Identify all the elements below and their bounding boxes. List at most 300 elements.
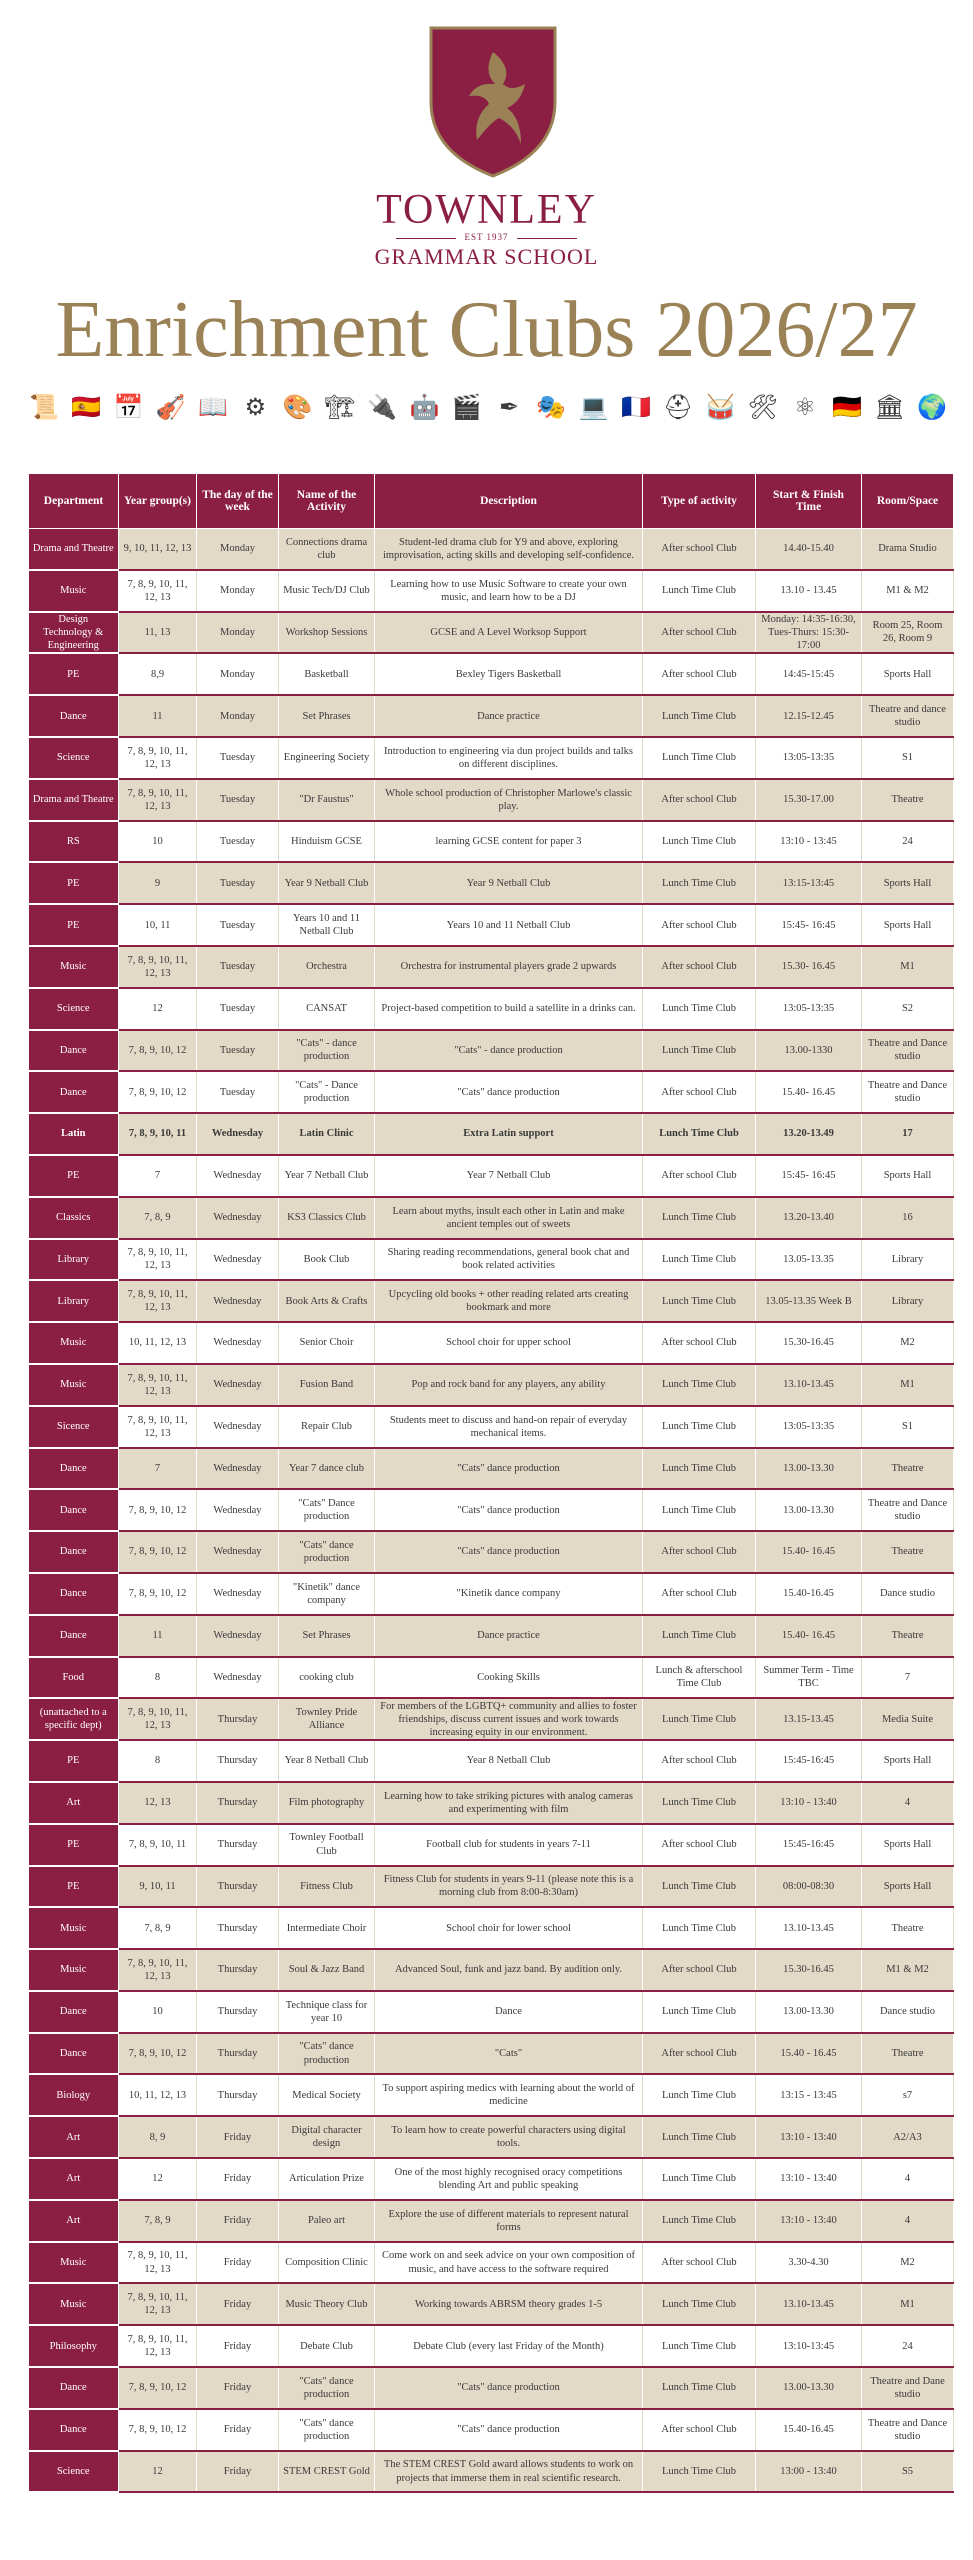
cell-description: Explore the use of different materials to represent natural forms bbox=[375, 2200, 643, 2242]
cell-description: learning GCSE content for paper 3 bbox=[375, 821, 643, 863]
globe-icon: 🌍 bbox=[916, 395, 947, 421]
cell-activity-type: Lunch Time Club bbox=[643, 2451, 756, 2493]
cell-day: Thursday bbox=[197, 1782, 279, 1824]
cell-time: 13:15-13:45 bbox=[756, 862, 862, 904]
cell-department: Art bbox=[29, 1782, 119, 1824]
cell-time: 13.00-13.30 bbox=[756, 1448, 862, 1490]
cell-time: 13.10 - 13.45 bbox=[756, 570, 862, 612]
cell-department: Dance bbox=[29, 1573, 119, 1615]
cell-day: Friday bbox=[197, 2409, 279, 2451]
cell-department: RS bbox=[29, 821, 119, 863]
table-row bbox=[29, 1573, 954, 1615]
cell-description: Sharing reading recommendations, general book chat and book related activities bbox=[375, 1239, 643, 1281]
cell-day: Friday bbox=[197, 2283, 279, 2325]
cell-department: PE bbox=[29, 904, 119, 946]
cell-day: Friday bbox=[197, 2242, 279, 2284]
cell-activity-name: "Cats" dance production bbox=[279, 2367, 375, 2409]
table-row bbox=[29, 2283, 954, 2325]
cell-day: Thursday bbox=[197, 1907, 279, 1949]
cell-description: Dance practice bbox=[375, 1615, 643, 1657]
cell-day: Thursday bbox=[197, 1698, 279, 1740]
cell-time: 13:10 - 13:40 bbox=[756, 2200, 862, 2242]
cell-time: 15.30-16.45 bbox=[756, 1949, 862, 1991]
header-day: The day of the week bbox=[197, 474, 279, 529]
table-row bbox=[29, 1698, 954, 1740]
cell-activity-type: After school Club bbox=[643, 1573, 756, 1615]
cell-activity-type: Lunch Time Club bbox=[643, 1239, 756, 1281]
cell-room: Library bbox=[862, 1239, 954, 1281]
cell-day: Wednesday bbox=[197, 1280, 279, 1322]
cell-activity-name: Medical Society bbox=[279, 2074, 375, 2116]
cell-room: Sports Hall bbox=[862, 1866, 954, 1908]
cell-activity-name: "Cats" - dance production bbox=[279, 1030, 375, 1072]
est-year: EST 1937 bbox=[464, 232, 509, 242]
cell-activity-type: After school Club bbox=[643, 2409, 756, 2451]
page-title: Enrichment Clubs 2026/27 bbox=[55, 286, 918, 374]
cell-time: 13:10 - 13:40 bbox=[756, 2116, 862, 2158]
cell-year-groups: 7, 8, 9, 10, 12 bbox=[119, 1489, 197, 1531]
table-row bbox=[29, 1824, 954, 1866]
table-row bbox=[29, 779, 954, 821]
cell-room: A2/A3 bbox=[862, 2116, 954, 2158]
cell-year-groups: 12 bbox=[119, 2451, 197, 2493]
cell-department: PE bbox=[29, 1155, 119, 1197]
cell-year-groups: 12 bbox=[119, 988, 197, 1030]
cell-year-groups: 10, 11, 12, 13 bbox=[119, 1322, 197, 1364]
cell-year-groups: 7, 8, 9, 10, 11 bbox=[119, 1824, 197, 1866]
cell-room: 24 bbox=[862, 2325, 954, 2367]
table-row bbox=[29, 2074, 954, 2116]
cell-day: Friday bbox=[197, 2158, 279, 2200]
cell-day: Wednesday bbox=[197, 1113, 279, 1155]
cell-activity-name: Year 8 Netball Club bbox=[279, 1740, 375, 1782]
cell-room: M1 & M2 bbox=[862, 1949, 954, 1991]
cell-time: 13.05-13.35 bbox=[756, 1239, 862, 1281]
cell-time: 15.30-16.45 bbox=[756, 1322, 862, 1364]
cell-department: Dance bbox=[29, 1991, 119, 2033]
cell-room: Theatre and Dance studio bbox=[862, 1030, 954, 1072]
cell-year-groups: 7, 8, 9, 10, 12 bbox=[119, 1030, 197, 1072]
cell-department: Dance bbox=[29, 1448, 119, 1490]
school-subname: GRAMMAR SCHOOL bbox=[374, 244, 599, 269]
cell-activity-type: Lunch Time Club bbox=[643, 1615, 756, 1657]
cell-department: Latin bbox=[29, 1113, 119, 1155]
cell-day: Monday bbox=[197, 695, 279, 737]
cell-activity-name: STEM CREST Gold bbox=[279, 2451, 375, 2493]
cell-activity-type: Lunch Time Club bbox=[643, 2325, 756, 2367]
cell-activity-name: Paleo art bbox=[279, 2200, 375, 2242]
cell-room: Theatre and Dance studio bbox=[862, 2409, 954, 2451]
cell-description: Football club for students in years 7-11 bbox=[375, 1824, 643, 1866]
cell-year-groups: 7, 8, 9, 10, 11, 12, 13 bbox=[119, 1698, 197, 1740]
cell-activity-type: Lunch Time Club bbox=[643, 1991, 756, 2033]
cell-activity-name: Orchestra bbox=[279, 946, 375, 988]
cell-room: Sports Hall bbox=[862, 862, 954, 904]
table-row bbox=[29, 1197, 954, 1239]
cell-department: Science bbox=[29, 988, 119, 1030]
cell-activity-name: Debate Club bbox=[279, 2325, 375, 2367]
cell-time: 13.00-13.30 bbox=[756, 1991, 862, 2033]
cell-room: M2 bbox=[862, 2242, 954, 2284]
cell-description: Learn about myths, insult each other in Latin and make ancient temples out of sweets bbox=[375, 1197, 643, 1239]
cell-department: Sicence bbox=[29, 1406, 119, 1448]
tools-icon: 🛠 bbox=[747, 395, 779, 421]
cell-year-groups: 7, 8, 9, 10, 11, 12, 13 bbox=[119, 2325, 197, 2367]
cell-room: Theatre bbox=[862, 1448, 954, 1490]
cell-activity-type: After school Club bbox=[643, 529, 756, 570]
cell-year-groups: 8 bbox=[119, 1657, 197, 1699]
cell-year-groups: 10, 11, 12, 13 bbox=[119, 2074, 197, 2116]
cell-day: Tuesday bbox=[197, 946, 279, 988]
cell-time: 15.30-17.00 bbox=[756, 779, 862, 821]
cell-department: Art bbox=[29, 2200, 119, 2242]
cell-department: Dance bbox=[29, 695, 119, 737]
cell-day: Thursday bbox=[197, 1824, 279, 1866]
cell-year-groups: 12, 13 bbox=[119, 1782, 197, 1824]
cell-room: 24 bbox=[862, 821, 954, 863]
cell-year-groups: 7, 8, 9, 10, 12 bbox=[119, 2033, 197, 2075]
cell-description: Advanced Soul, funk and jazz band. By audition only. bbox=[375, 1949, 643, 1991]
cell-activity-name: "Cats" dance production bbox=[279, 1531, 375, 1573]
cell-day: Friday bbox=[197, 2367, 279, 2409]
header bbox=[0, 0, 973, 372]
cell-day: Wednesday bbox=[197, 1239, 279, 1281]
cell-time: 13:05-13:35 bbox=[756, 1406, 862, 1448]
table-row bbox=[29, 570, 954, 612]
cell-description: "Cats" - dance production bbox=[375, 1030, 643, 1072]
cell-room: Theatre bbox=[862, 1615, 954, 1657]
cell-activity-name: Film photography bbox=[279, 1782, 375, 1824]
cell-department: PE bbox=[29, 862, 119, 904]
cell-room: 16 bbox=[862, 1197, 954, 1239]
cell-day: Wednesday bbox=[197, 1155, 279, 1197]
cell-time: 13:00 - 13:40 bbox=[756, 2451, 862, 2493]
cell-time: 13:10 - 13:45 bbox=[756, 821, 862, 863]
mask-icon: 🎭 bbox=[536, 395, 567, 421]
cell-activity-name: Year 7 Netball Club bbox=[279, 1155, 375, 1197]
cell-description: Student-led drama club for Y9 and above, exploring improvisation, acting skills and developing self-confidence. bbox=[375, 529, 643, 570]
header-time: Start & Finish Time bbox=[756, 474, 862, 529]
cell-activity-type: Lunch Time Club bbox=[643, 2200, 756, 2242]
cell-day: Friday bbox=[197, 2325, 279, 2367]
cell-year-groups: 7, 8, 9 bbox=[119, 2200, 197, 2242]
cell-day: Wednesday bbox=[197, 1364, 279, 1406]
cell-room: Library bbox=[862, 1280, 954, 1322]
header-description: Description bbox=[375, 474, 643, 529]
cell-day: Tuesday bbox=[197, 904, 279, 946]
school-crest-logo bbox=[425, 22, 561, 180]
cell-room: Room 25, Room 26, Room 9 bbox=[862, 612, 954, 654]
cell-day: Friday bbox=[197, 2200, 279, 2242]
scroll-icon: 📜 bbox=[29, 395, 59, 421]
cell-room: S1 bbox=[862, 1406, 954, 1448]
cell-activity-name: Senior Choir bbox=[279, 1322, 375, 1364]
cell-day: Wednesday bbox=[197, 1197, 279, 1239]
cell-room: M1 bbox=[862, 946, 954, 988]
cell-room: 4 bbox=[862, 2158, 954, 2200]
cell-room: M2 bbox=[862, 1322, 954, 1364]
cell-activity-name: Latin Clinic bbox=[279, 1113, 375, 1155]
table-row bbox=[29, 1071, 954, 1113]
cell-department: (unattached to a specific dept) bbox=[29, 1698, 119, 1740]
cell-activity-type: Lunch Time Club bbox=[643, 695, 756, 737]
cell-description: Learning how to use Music Software to create your own music, and learn how to be a DJ bbox=[375, 570, 643, 612]
cell-description: Dance bbox=[375, 1991, 643, 2033]
table-row bbox=[29, 2451, 954, 2493]
cell-department: Dance bbox=[29, 1531, 119, 1573]
cell-day: Monday bbox=[197, 570, 279, 612]
cell-department: Music bbox=[29, 1322, 119, 1364]
germany-icon: 🇩🇪 bbox=[832, 395, 863, 421]
cell-day: Thursday bbox=[197, 1991, 279, 2033]
cell-description: "Cats" dance production bbox=[375, 1448, 643, 1490]
cell-time: 15:45- 16:45 bbox=[756, 904, 862, 946]
cell-activity-type: Lunch Time Club bbox=[643, 737, 756, 779]
gear-icon: ⚙ bbox=[244, 395, 267, 421]
paint-icon: 🎨 bbox=[282, 395, 313, 421]
table-row bbox=[29, 1531, 954, 1573]
cell-department: Drama and Theatre bbox=[29, 779, 119, 821]
cell-room: S1 bbox=[862, 737, 954, 779]
cell-activity-name: Set Phrases bbox=[279, 695, 375, 737]
cell-year-groups: 10 bbox=[119, 821, 197, 863]
cell-time: 15.30- 16.45 bbox=[756, 946, 862, 988]
cell-activity-name: CANSAT bbox=[279, 988, 375, 1030]
cell-description: Upcycling old books + other reading related arts creating bookmark and more bbox=[375, 1280, 643, 1322]
cell-activity-name: Basketball bbox=[279, 653, 375, 695]
cell-description: Fitness Club for students in years 9-11 (please note this is a morning club from 8:00-8:30am) bbox=[375, 1866, 643, 1908]
cell-time: 13:05-13:35 bbox=[756, 737, 862, 779]
cell-time: 12.15-12.45 bbox=[756, 695, 862, 737]
table-row bbox=[29, 1406, 954, 1448]
cell-department: Science bbox=[29, 737, 119, 779]
cell-day: Thursday bbox=[197, 1949, 279, 1991]
cell-activity-name: Book Club bbox=[279, 1239, 375, 1281]
cell-time: 13.10-13.45 bbox=[756, 2283, 862, 2325]
cell-time: 13:05-13:35 bbox=[756, 988, 862, 1030]
cell-day: Friday bbox=[197, 2451, 279, 2493]
cell-room: 4 bbox=[862, 2200, 954, 2242]
cell-room: Media Suite bbox=[862, 1698, 954, 1740]
cell-description: To learn how to create powerful characters using digital tools. bbox=[375, 2116, 643, 2158]
cell-activity-name: Year 9 Netball Club bbox=[279, 862, 375, 904]
cell-description: The STEM CREST Gold award allows students to work on projects that immerse them in real scientific research. bbox=[375, 2451, 643, 2493]
cell-activity-name: Digital character design bbox=[279, 2116, 375, 2158]
cell-activity-type: Lunch & afterschool Time Club bbox=[643, 1657, 756, 1699]
cell-year-groups: 7, 8, 9, 10, 12 bbox=[119, 2409, 197, 2451]
cell-activity-type: After school Club bbox=[643, 1740, 756, 1782]
cell-activity-name: Years 10 and 11 Netball Club bbox=[279, 904, 375, 946]
cell-room: Sports Hall bbox=[862, 1155, 954, 1197]
cell-department: Dance bbox=[29, 1615, 119, 1657]
header-room: Room/Space bbox=[862, 474, 954, 529]
cell-year-groups: 7, 8, 9, 10, 11, 12, 13 bbox=[119, 946, 197, 988]
table-row bbox=[29, 612, 954, 654]
cell-time: 15.40-16.45 bbox=[756, 1573, 862, 1615]
cell-activity-type: After school Club bbox=[643, 904, 756, 946]
cell-activity-type: Lunch Time Club bbox=[643, 1197, 756, 1239]
cell-year-groups: 7, 8, 9, 10, 11, 12, 13 bbox=[119, 737, 197, 779]
cell-activity-name: Music Theory Club bbox=[279, 2283, 375, 2325]
cell-room: Dance studio bbox=[862, 1991, 954, 2033]
cell-department: Dance bbox=[29, 1030, 119, 1072]
cell-description: Year 8 Netball Club bbox=[375, 1740, 643, 1782]
cell-year-groups: 11 bbox=[119, 695, 197, 737]
cell-day: Wednesday bbox=[197, 1406, 279, 1448]
cell-activity-type: Lunch Time Club bbox=[643, 570, 756, 612]
cell-year-groups: 7, 8, 9, 10, 11, 12, 13 bbox=[119, 1364, 197, 1406]
table-row bbox=[29, 1280, 954, 1322]
cell-activity-type: After school Club bbox=[643, 1531, 756, 1573]
cell-time: 14:45-15:45 bbox=[756, 653, 862, 695]
calendar-icon: 📅 bbox=[113, 395, 144, 421]
cell-time: 13:15 - 13:45 bbox=[756, 2074, 862, 2116]
cell-activity-name: Set Phrases bbox=[279, 1615, 375, 1657]
cell-description: Introduction to engineering via dun project builds and talks on different disciplines. bbox=[375, 737, 643, 779]
cell-year-groups: 7, 8, 9, 10, 12 bbox=[119, 1531, 197, 1573]
cell-day: Tuesday bbox=[197, 1071, 279, 1113]
cell-department: Dance bbox=[29, 2409, 119, 2451]
cell-activity-name: "Cats" - Dance production bbox=[279, 1071, 375, 1113]
robot-icon: 🤖 bbox=[409, 395, 440, 421]
cell-room: Dance studio bbox=[862, 1573, 954, 1615]
cell-room: Sports Hall bbox=[862, 653, 954, 695]
cell-time: 08:00-08:30 bbox=[756, 1866, 862, 1908]
table-row bbox=[29, 2409, 954, 2451]
cell-day: Tuesday bbox=[197, 779, 279, 821]
cell-day: Thursday bbox=[197, 1740, 279, 1782]
cell-description: Students meet to discuss and hand-on repair of everyday mechanical items. bbox=[375, 1406, 643, 1448]
cell-description: To support aspiring medics with learning about the world of medicine bbox=[375, 2074, 643, 2116]
table-header-row bbox=[29, 474, 954, 529]
cell-time: 15:45-16:45 bbox=[756, 1740, 862, 1782]
cell-activity-type: Lunch Time Club bbox=[643, 821, 756, 863]
cell-day: Wednesday bbox=[197, 1448, 279, 1490]
cell-year-groups: 7, 8, 9, 10, 11, 12, 13 bbox=[119, 1949, 197, 1991]
table-row bbox=[29, 1239, 954, 1281]
table-row bbox=[29, 862, 954, 904]
cell-description: Whole school production of Christopher Marlowe's classic play. bbox=[375, 779, 643, 821]
cell-activity-name: Music Tech/DJ Club bbox=[279, 570, 375, 612]
cell-activity-type: After school Club bbox=[643, 1824, 756, 1866]
cell-department: PE bbox=[29, 653, 119, 695]
cell-description: Year 9 Netball Club bbox=[375, 862, 643, 904]
cell-day: Tuesday bbox=[197, 1030, 279, 1072]
cell-year-groups: 7, 8, 9, 10, 11, 12, 13 bbox=[119, 779, 197, 821]
cell-activity-type: After school Club bbox=[643, 1949, 756, 1991]
cell-time: 13.00-13.30 bbox=[756, 1489, 862, 1531]
table-row bbox=[29, 2033, 954, 2075]
cell-room: Sports Hall bbox=[862, 1824, 954, 1866]
school-name: TOWNLEY bbox=[376, 187, 597, 233]
cell-description: Extra Latin support bbox=[375, 1113, 643, 1155]
table-row bbox=[29, 737, 954, 779]
cell-year-groups: 7, 8, 9, 10, 11, 12, 13 bbox=[119, 1239, 197, 1281]
cell-time: 15.40 - 16.45 bbox=[756, 2033, 862, 2075]
table-row bbox=[29, 695, 954, 737]
violin-icon: 🎻 bbox=[155, 395, 186, 421]
cell-activity-name: Soul & Jazz Band bbox=[279, 1949, 375, 1991]
cell-time: Summer Term - Time TBC bbox=[756, 1657, 862, 1699]
cell-description: "Kinetik dance company bbox=[375, 1573, 643, 1615]
cell-day: Tuesday bbox=[197, 862, 279, 904]
pillar-icon: 🏛 bbox=[874, 395, 905, 421]
cell-year-groups: 7, 8, 9, 10, 12 bbox=[119, 1573, 197, 1615]
cell-room: Drama Studio bbox=[862, 529, 954, 570]
cell-department: Dance bbox=[29, 1071, 119, 1113]
cell-department: Music bbox=[29, 2242, 119, 2284]
cell-description: Cooking Skills bbox=[375, 1657, 643, 1699]
cell-time: Monday: 14:35-16:30, Tues-Thurs: 15:30-17:00 bbox=[756, 612, 862, 654]
table-row bbox=[29, 904, 954, 946]
cell-department: PE bbox=[29, 1824, 119, 1866]
cell-day: Monday bbox=[197, 653, 279, 695]
helmet-icon: ⛑ bbox=[662, 395, 694, 421]
cell-department: Biology bbox=[29, 2074, 119, 2116]
table-row bbox=[29, 2158, 954, 2200]
cell-department: Music bbox=[29, 2283, 119, 2325]
cell-department: Music bbox=[29, 1949, 119, 1991]
table-row bbox=[29, 1155, 954, 1197]
table-row bbox=[29, 1489, 954, 1531]
cell-activity-name: KS3 Classics Club bbox=[279, 1197, 375, 1239]
cell-activity-name: Townley Pride Alliance bbox=[279, 1698, 375, 1740]
table-row bbox=[29, 1030, 954, 1072]
cell-activity-name: "Cats" dance production bbox=[279, 2033, 375, 2075]
cell-activity-type: Lunch Time Club bbox=[643, 862, 756, 904]
cell-day: Friday bbox=[197, 2116, 279, 2158]
cell-activity-name: Fitness Club bbox=[279, 1866, 375, 1908]
cell-department: Art bbox=[29, 2158, 119, 2200]
cell-time: 13.05-13.35 Week B bbox=[756, 1280, 862, 1322]
cell-day: Thursday bbox=[197, 2033, 279, 2075]
cell-activity-name: "Kinetik" dance company bbox=[279, 1573, 375, 1615]
cell-year-groups: 7, 8, 9, 10, 11 bbox=[119, 1113, 197, 1155]
cell-description: School choir for lower school bbox=[375, 1907, 643, 1949]
cell-day: Monday bbox=[197, 612, 279, 654]
table-row bbox=[29, 2242, 954, 2284]
cell-activity-name: Connections drama club bbox=[279, 529, 375, 570]
table-row bbox=[29, 946, 954, 988]
cell-department: Library bbox=[29, 1280, 119, 1322]
cell-day: Tuesday bbox=[197, 821, 279, 863]
cell-activity-type: After school Club bbox=[643, 653, 756, 695]
cell-activity-name: Repair Club bbox=[279, 1406, 375, 1448]
cell-room: Theatre and Dance studio bbox=[862, 1489, 954, 1531]
cell-department: Music bbox=[29, 1907, 119, 1949]
header-year-groups: Year group(s) bbox=[119, 474, 197, 529]
cell-department: Drama and Theatre bbox=[29, 529, 119, 570]
cell-description: Debate Club (every last Friday of the Month) bbox=[375, 2325, 643, 2367]
cell-room: Theatre and Dane studio bbox=[862, 2367, 954, 2409]
cell-description: Working towards ABRSM theory grades 1-5 bbox=[375, 2283, 643, 2325]
cell-time: 13.20-13.49 bbox=[756, 1113, 862, 1155]
cell-description: Learning how to take striking pictures with analog cameras and experimenting with film bbox=[375, 1782, 643, 1824]
cell-room: Theatre and dance studio bbox=[862, 695, 954, 737]
cell-room: S5 bbox=[862, 2451, 954, 2493]
cell-description: "Cats" dance production bbox=[375, 1531, 643, 1573]
table-row bbox=[29, 1615, 954, 1657]
divider bbox=[517, 238, 577, 239]
cell-description: "Cats" dance production bbox=[375, 2367, 643, 2409]
cell-room: Theatre bbox=[862, 779, 954, 821]
spain-icon: 🇪🇸 bbox=[71, 395, 102, 421]
cell-day: Thursday bbox=[197, 2074, 279, 2116]
table-row bbox=[29, 988, 954, 1030]
cell-department: Dance bbox=[29, 1489, 119, 1531]
table-row bbox=[29, 1448, 954, 1490]
cell-description: Come work on and seek advice on your own composition of music, and have access to the software required bbox=[375, 2242, 643, 2284]
